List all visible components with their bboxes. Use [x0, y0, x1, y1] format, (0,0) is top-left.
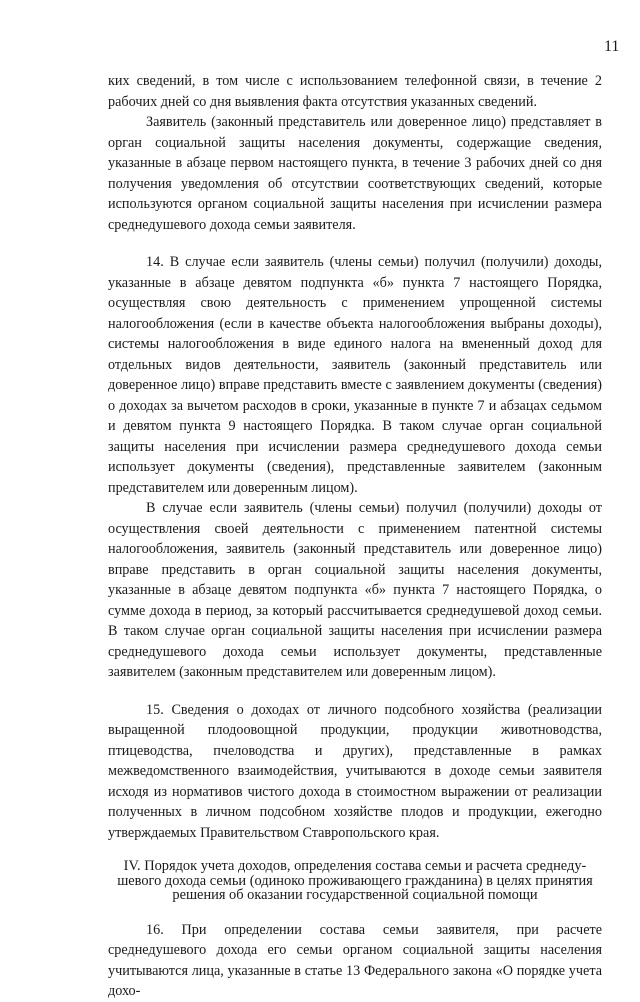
paragraph-item-16: 16. При определении состава семьи заявителя, при расчете среднедушевого дохода его семьи органом социальной защиты населения учитываются лица, указанные в статье 13 Федерального закона «О порядке учета дохо-: [108, 921, 602, 1000]
section-heading-iv: [108, 859, 602, 903]
document-body: [108, 71, 602, 1002]
section-heading-line: решения об оказании государственной социальной помощи: [172, 887, 538, 904]
paragraph-item-14: 14. В случае если заявитель (члены семьи) получил (получили) доходы, указанные в абзаце девятом подпункта «б» пункта 7 настоящего Порядка, осуществляя свою деятельность с применением упрощенной системы налогообложения (если в качестве объекта налогообложения выбраны доходы), системы налогообложения в виде единого налога на вмененный доход для отдельных видов деятельности, заявитель (законный представитель или доверенное лицо) вправе представить вместе с заявлением документы (сведения) о доходах за вычетом расходов в сроки, указанные в пункте 7 и абзацах седьмом и девятом пункта 9 настоящего Порядка. В таком случае орган социальной защиты населения при исчислении размера среднедушевого дохода семьи использует документы (сведения), представленные заявителем (законным представителем или доверенным лицом).: [108, 254, 602, 496]
section-heading-line: шевого дохода семьи (одиноко проживающего гражданина) в целях принятия: [117, 872, 593, 889]
page-number: 11: [604, 38, 620, 55]
section-heading-line: IV. Порядок учета доходов, определения состава семьи и расчета среднеду-: [123, 858, 587, 874]
paragraph-item-15: 15. Сведения о доходах от личного подсобного хозяйства (реализации выращенной плодоовощной продукции, продукции животноводства, птицеводства, пчеловодства и других), представленные в рамках межведомственного взаимодействия, учитываются в доходе семьи заявителя исходя из нормативов чистого дохода в стоимостном выражении от реализации полученных в личном подсобном хозяйстве плодов и продукции, ежегодно утверждаемых Правительством Ставропольского края.: [108, 701, 602, 841]
paragraph-item-14-patent: В случае если заявитель (члены семьи) получил (получили) доходы от осуществления своей деятельности с применением патентной системы налогообложения, заявитель (законный представитель или доверенное лицо) вправе представить в орган социальной защиты населения документы, указанные в абзаце девятом подпункта «б» пункта 7 настоящего Порядка, о сумме дохода в период, за который рассчитывается среднедушевой доход семьи. В таком случае орган социальной защиты населения при исчислении размера среднедушевого дохода семьи использует документы, представленные заявителем (законным представителем или доверенным лицом).: [108, 500, 602, 680]
paragraph-continuation: ких сведений, в том числе с использованием телефонной связи, в течение 2 рабочих дней со дня выявления факта отсутствия указанных сведений.: [108, 73, 602, 110]
paragraph-applicant-submission: Заявитель (законный представитель или доверенное лицо) представляет в орган социальной защиты населения документы, содержащие сведения, указанные в абзаце первом настоящего пункта, в течение 3 рабочих дней со дня получения уведомления об отсутствии соответствующих сведений, которые используются органом социальной защиты населения при исчислении размера среднедушевого дохода семьи заявителя.: [108, 114, 602, 233]
